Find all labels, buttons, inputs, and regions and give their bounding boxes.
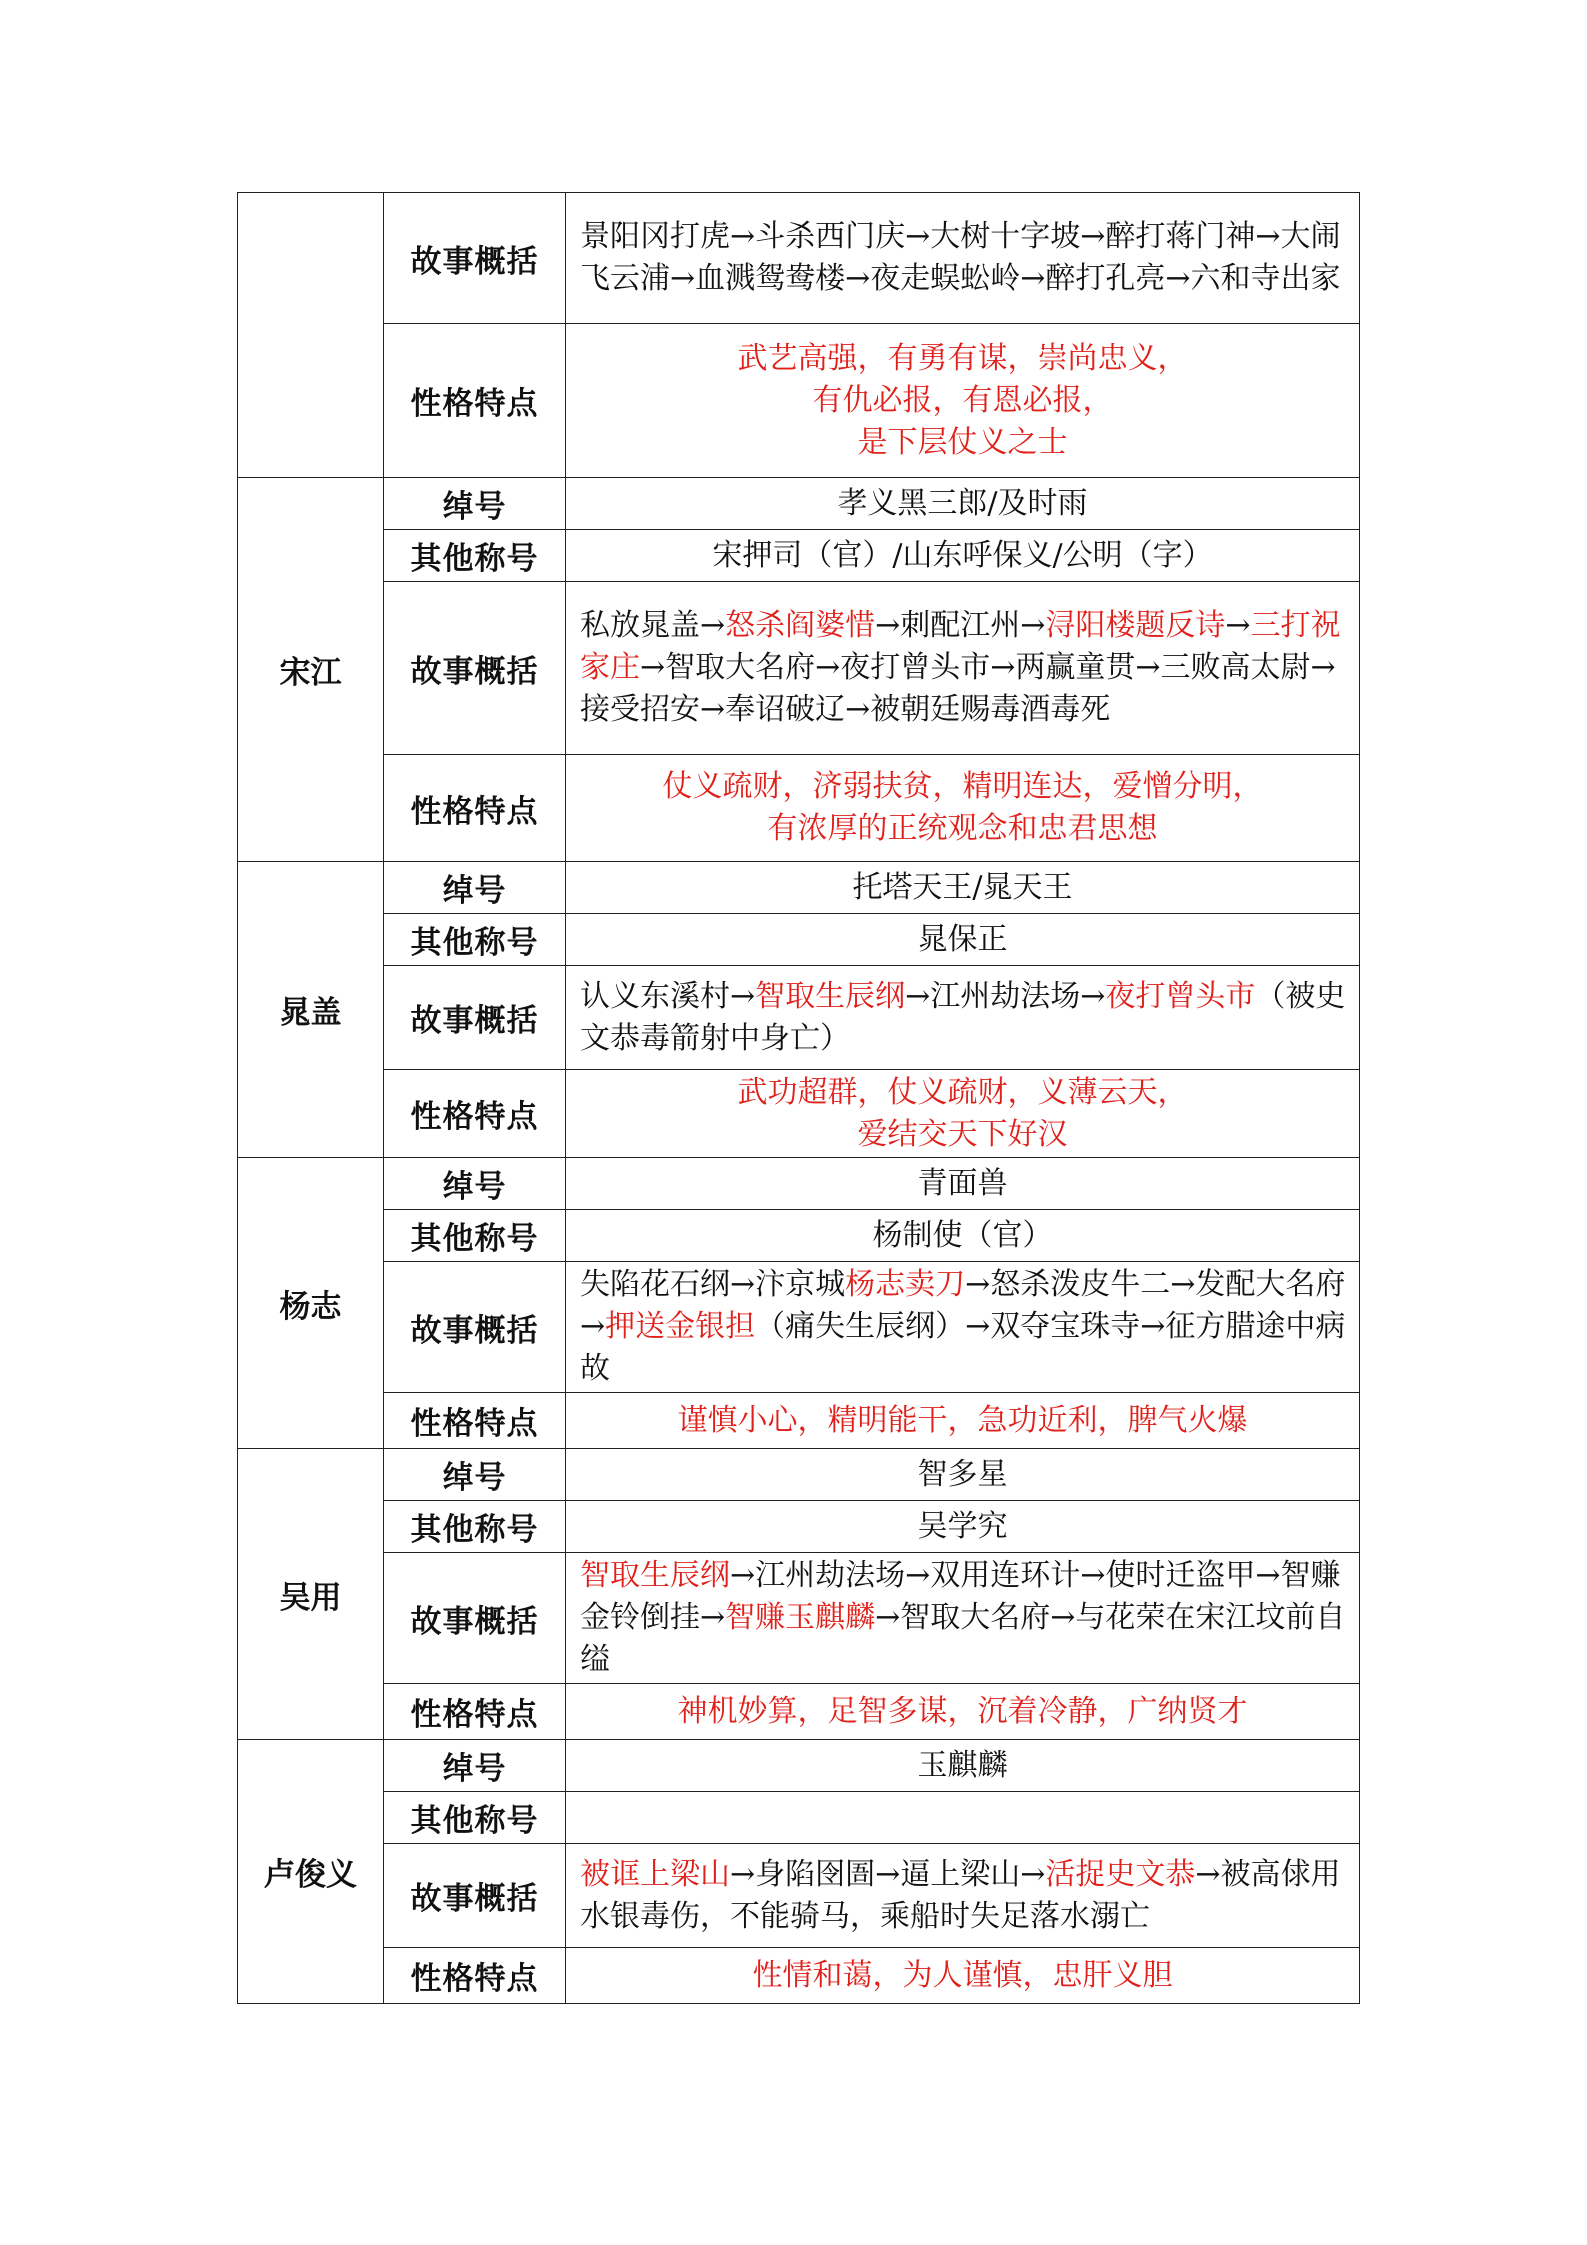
- story-segment: →智取大名府→与花荣在宋江坟前自缢: [580, 1600, 1346, 1677]
- other-value: [566, 1792, 1360, 1844]
- highlighted-event: 夜打曾头市: [1105, 978, 1256, 1014]
- character-name: 杨志: [238, 1158, 384, 1449]
- story-label: 故事概括: [384, 1262, 566, 1393]
- character-name: 吴用: [238, 1449, 384, 1740]
- traits-text: [566, 1070, 1360, 1158]
- traits-label: 性格特点: [384, 324, 566, 478]
- highlighted-event: 智赚玉麒麟: [725, 1600, 876, 1635]
- wuyong-traits-row: [238, 1684, 1360, 1740]
- story-label: 故事概括: [384, 966, 566, 1070]
- character-name: 卢俊义: [238, 1740, 384, 2004]
- story-segment: →智取大名府→夜打曾头市→两赢童贯→三败高太尉→接受招安→奉诏破辽→被朝廷赐毒酒毒死: [580, 650, 1336, 727]
- other-value: 晁保正: [566, 914, 1360, 966]
- story-segment: （痛失生辰纲）→双夺宝珠寺→征方腊途中病故: [580, 1309, 1346, 1386]
- story-segment: →刺配江州→: [875, 608, 1046, 643]
- story-label: 故事概括: [384, 582, 566, 755]
- story-segment: →江州劫法场→: [905, 978, 1106, 1014]
- songjiang-nickname-row: [238, 478, 1360, 530]
- traits-line: 神机妙算，足智多谋，沉着冷静，广纳贤才: [677, 1693, 1248, 1729]
- traits-label: 性格特点: [384, 1948, 566, 2004]
- nickname-label: 绰号: [384, 1449, 566, 1501]
- traits-text: [566, 1684, 1360, 1740]
- nickname-value: 智多星: [566, 1449, 1360, 1501]
- story-segment: →身陷囹圄→逼上梁山→: [730, 1856, 1046, 1892]
- other-value: 杨制使（官）: [566, 1210, 1360, 1262]
- highlighted-event: 怒杀阎婆惜: [725, 608, 876, 643]
- nickname-value: 玉麒麟: [566, 1740, 1360, 1792]
- traits-text: [566, 755, 1360, 862]
- wusong-name-cell: [238, 193, 384, 478]
- story-segment: 失陷花石纲→汴京城: [580, 1267, 846, 1302]
- traits-line: 是下层仗义之士: [857, 424, 1068, 460]
- character-table: [237, 192, 1360, 2004]
- songjiang-story-row: [238, 582, 1360, 755]
- nickname-value: 青面兽: [566, 1158, 1360, 1210]
- highlighted-event: 押送金银担: [605, 1309, 756, 1344]
- lujunyi-traits-row: [238, 1948, 1360, 2004]
- traits-text: [566, 1948, 1360, 2004]
- chaogai-traits-row: [238, 1070, 1360, 1158]
- story-label: 故事概括: [384, 1553, 566, 1684]
- wusong-traits-row: [238, 324, 1360, 478]
- highlighted-event: 智取生辰纲: [755, 978, 906, 1014]
- character-name: 晁盖: [238, 862, 384, 1158]
- story-text: [566, 1553, 1360, 1684]
- yangzhi-story-row: [238, 1262, 1360, 1393]
- story-label: 故事概括: [384, 1844, 566, 1948]
- wuyong-nickname-row: [238, 1449, 1360, 1501]
- lujunyi-other-row: [238, 1792, 1360, 1844]
- other-label: 其他称号: [384, 530, 566, 582]
- story-text: [566, 193, 1360, 324]
- story-text: [566, 1844, 1360, 1948]
- story-segment: →被高俅用水银毒伤，不能骑马，乘船时失足落水溺亡: [580, 1856, 1341, 1934]
- highlighted-event: 三打祝家庄: [580, 608, 1341, 685]
- nickname-label: 绰号: [384, 862, 566, 914]
- chaogai-story-row: [238, 966, 1360, 1070]
- traits-text: [566, 1393, 1360, 1449]
- nickname-label: 绰号: [384, 1740, 566, 1792]
- other-label: 其他称号: [384, 1501, 566, 1553]
- story-segment: 认义东溪村→: [580, 978, 756, 1014]
- other-label: 其他称号: [384, 914, 566, 966]
- wusong-story-row: [238, 193, 1360, 324]
- story-segment: 景阳冈打虎→斗杀西门庆→大树十字坡→醉打蒋门神→大闹飞云浦→血溅鸳鸯楼→夜走蜈蚣岭→醉打孔亮→六和寺出家: [580, 219, 1341, 296]
- highlighted-event: 智取生辰纲: [580, 1558, 730, 1593]
- highlighted-event: 被诓上梁山: [580, 1856, 730, 1892]
- story-segment: 私放晁盖→: [580, 608, 726, 643]
- story-segment: →江州劫法场→双用连环计→使时迁盗甲→智赚金铃倒挂→: [580, 1558, 1341, 1635]
- traits-label: 性格特点: [384, 1684, 566, 1740]
- nickname-label: 绰号: [384, 478, 566, 530]
- traits-line: 武功超群，仗义疏财，义薄云天，: [737, 1074, 1188, 1110]
- traits-line: 仗义疏财，济弱扶贫，精明连达，爱憎分明，: [662, 769, 1263, 804]
- story-text: [566, 1262, 1360, 1393]
- other-label: 其他称号: [384, 1210, 566, 1262]
- wuyong-story-row: [238, 1553, 1360, 1684]
- traits-line: 有浓厚的正统观念和忠君思想: [767, 811, 1158, 846]
- chaogai-other-row: [238, 914, 1360, 966]
- story-segment: →怒杀泼皮牛二→发配大名府→: [580, 1267, 1346, 1344]
- traits-line: 谨慎小心，精明能干，急功近利，脾气火爆: [677, 1402, 1248, 1438]
- chaogai-nickname-row: [238, 862, 1360, 914]
- yangzhi-traits-row: [238, 1393, 1360, 1449]
- story-label: 故事概括: [384, 193, 566, 324]
- yangzhi-other-row: [238, 1210, 1360, 1262]
- traits-label: 性格特点: [384, 755, 566, 862]
- lujunyi-story-row: [238, 1844, 1360, 1948]
- story-text: [566, 966, 1360, 1070]
- nickname-value: 孝义黑三郎/及时雨: [566, 478, 1360, 530]
- songjiang-traits-row: [238, 755, 1360, 862]
- other-value: 宋押司（官）/山东呼保义/公明（字）: [566, 530, 1360, 582]
- nickname-label: 绰号: [384, 1158, 566, 1210]
- lujunyi-nickname-row: [238, 1740, 1360, 1792]
- traits-line: 武艺高强，有勇有谋，崇尚忠义，: [737, 340, 1188, 376]
- story-segment: →: [1225, 608, 1251, 643]
- traits-line: 有仇必报，有恩必报，: [812, 382, 1113, 418]
- highlighted-event: 浔阳楼题反诗: [1045, 608, 1226, 643]
- songjiang-other-row: [238, 530, 1360, 582]
- wuyong-other-row: [238, 1501, 1360, 1553]
- traits-line: 爱结交天下好汉: [857, 1116, 1068, 1152]
- traits-line: 性情和蔼，为人谨慎，忠肝义胆: [752, 1957, 1173, 1993]
- other-value: 吴学究: [566, 1501, 1360, 1553]
- highlighted-event: 活捉史文恭: [1045, 1856, 1196, 1892]
- traits-text: [566, 324, 1360, 478]
- character-name: 宋江: [238, 478, 384, 862]
- other-label: 其他称号: [384, 1792, 566, 1844]
- nickname-value: 托塔天王/晁天王: [566, 862, 1360, 914]
- story-segment: （被史文恭毒箭射中身亡）: [580, 978, 1346, 1056]
- story-text: [566, 582, 1360, 755]
- highlighted-event: 杨志卖刀: [845, 1267, 966, 1302]
- traits-label: 性格特点: [384, 1393, 566, 1449]
- yangzhi-nickname-row: [238, 1158, 1360, 1210]
- traits-label: 性格特点: [384, 1070, 566, 1158]
